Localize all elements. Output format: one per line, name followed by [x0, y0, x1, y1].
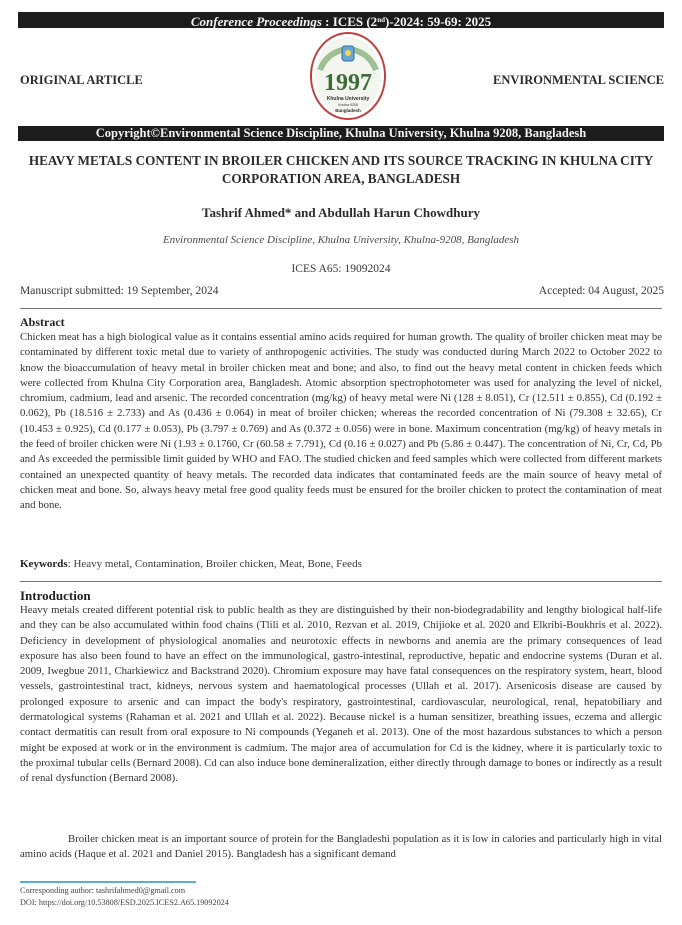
svg-text:1997: 1997: [324, 70, 372, 96]
logo-emblem-icon: [308, 30, 388, 122]
submitted-date: Manuscript submitted: 19 September, 2024: [20, 285, 219, 297]
keywords-line: [20, 558, 362, 570]
ices-id: ICES A65: 19092024: [291, 263, 391, 275]
keywords-label: Keywords: [20, 558, 68, 570]
svg-text:Khulna 9208: Khulna 9208: [338, 103, 358, 107]
journal-issue-sup: nd: [377, 16, 385, 24]
doi-link[interactable]: DOI: https://doi.org/10.53808/ESD.2025.ICES2.A65.19092024: [20, 898, 229, 907]
abstract-text: Chicken meat has a high biological value as it contains essential amino acids required for human growth. The quality of broiler chicken meat may be contaminated by different toxic metal due to variety of anthropogenic activities. The study was conducted during March 2022 to October 2022 to know the bioaccumulation of heavy metal in broiler chicken meat and bone; and also, to find out the heavy metal content in chicken feeds which were collected from Khulna City Corporation area, Bangladesh. Atomic absorption spectrophotometer was used for analyzing the level of nickel, chromium, cadmium, lead and arsenic. The recorded concentration (mg/kg) of heavy metal were Ni (128 ± 8.051), Cr (12.511 ± 0.855), Cd (0.192 ± 0.062), Pb (18.516 ± 2.733) and As (0.436 ± 0.064) in meat of broiler chicken; whereas the recorded concentration of Ni (79.308 ± 32.65), Cr (10.453 ± 0.925), Cd (0.177 ± 0.053), Pb (3.797 ± 0.769) and As (0.372 ± 0.056) were in bone. Maximum concentration (mg/kg) of heavy metals in the feed of broiler chicken were Ni (1.93 ± 0.1760, Cr (60.58 ± 7.791), Cd (0.16 ± 0.027) and Pb (5.86 ± 0.447). The concentration of Ni, Cr, Cd, Pb and As exceeded the permissible limit guided by WHO and FAO. The studied chicken and feed samples which were collected from different markets contained an unexpected quantity of heavy metals. The recorded data indicates that contaminated feeds are the main source of heavy metal of chicken meat and bone. So, always heavy metal free good quality feeds must be ensured for the broiler chicken to protect the contamination of meat and bone.: [20, 331, 662, 512]
journal-name: Conference Proceedings: [190, 14, 322, 29]
corresponding-author: Corresponding author: tashrifahmed0@gmail.com: [20, 886, 186, 895]
keywords-values: : Heavy metal, Contamination, Broiler chicken, Meat, Bone, Feeds: [67, 558, 362, 570]
author-affiliation: Environmental Science Discipline, Khulna University, Khulna-9208, Bangladesh: [162, 234, 520, 246]
introduction-paragraph-2: [20, 832, 662, 863]
introduction-heading: Introduction: [20, 588, 91, 603]
copyright-bar: Copyright©Environmental Science Discipline, Khulna University, Khulna 9208, Bangladesh: [18, 126, 664, 141]
article-title: HEAVY METALS CONTENT IN BROILER CHICKEN AND ITS SOURCE TRACKING IN KHULNA CITY CORPORATION AREA, BANGLADESH: [28, 153, 654, 186]
introduction-paragraph-2-text: Broiler chicken meat is an important source of protein for the Bangladeshi population as it is low in calories and particularly high in vital amino acids (Haque et al. 2021 and Daniel 2015). Bangladesh has a significant demand: [20, 833, 662, 861]
introduction-paragraph-1: Heavy metals created different potential risk to public health as they are distinguished by their non-biodegradability and lengthy biological half-life and they can be also accumulated within food chains (Tlili et al. 2010, Rezvan et al. 2019, Chijioke et al. 2020 and Elkribi-Boukhris et al. 2022). Deficiency in development of physiological anomalies and neurotoxic effects in newborns and anemia are the primary consequences of lead exposure has also been found to have an effect on the immunological, gastro-intestinal, reproductive, hepatic and endocrine systems (Duran et al. 2009, Iwegbue 2011, Charkiewicz and Backstrand 2020). Chromium exposure may have fatal consequences on the respiratory system, heart, blood vessels, gastrointestinal tract, kidneys, nervous system and haematological processes (Ullah et al. 2017). Arsenicosis disease are caused by prolonged exposure to arsenic and can impact the body's respiratory, gastrointestinal, cardiovascular, neurological, renal, hepatobiliary and dermatological systems (Rahaman et al. 2021 and Ullah et al. 2022). Because nickel is a human sensitizer, breathing issues, eczema and allergic contact dermatitis can result from oral exposure to Ni compounds (Yeganeh et al. 2013). One of the most hazardous substances to which a person might be exposed at work or in the environment is cadmium. The major area of accumulation for Cd is the kidney, where it is particularly toxic to the proximal tubular cells (Bernard 2008). Cd can also induce bone demineralization, either directly through damage to bones or indirectly as a result of renal dysfunction (Bernard 2008).: [20, 604, 662, 785]
subject-label: ENVIRONMENTAL SCIENCE: [493, 73, 664, 87]
article-authors: Tashrif Ahmed* and Abdullah Harun Chowdhury: [201, 205, 481, 220]
discipline-logo: [308, 30, 388, 122]
accepted-date: Accepted: 04 August, 2025: [538, 285, 664, 297]
divider-rule: [20, 308, 662, 309]
footnote-rule: [20, 881, 196, 883]
journal-header-bar: [18, 12, 664, 28]
svg-text:Khulna University: Khulna University: [326, 96, 370, 102]
journal-issue-suffix: )-2024: 59-69: 2025: [384, 14, 492, 29]
abstract-heading: Abstract: [20, 315, 65, 329]
journal-issue-prefix: : ICES (2: [321, 14, 378, 29]
article-type-label: ORIGINAL ARTICLE: [20, 73, 143, 87]
svg-text:Bangladesh: Bangladesh: [335, 108, 361, 113]
divider-rule: [20, 581, 662, 582]
